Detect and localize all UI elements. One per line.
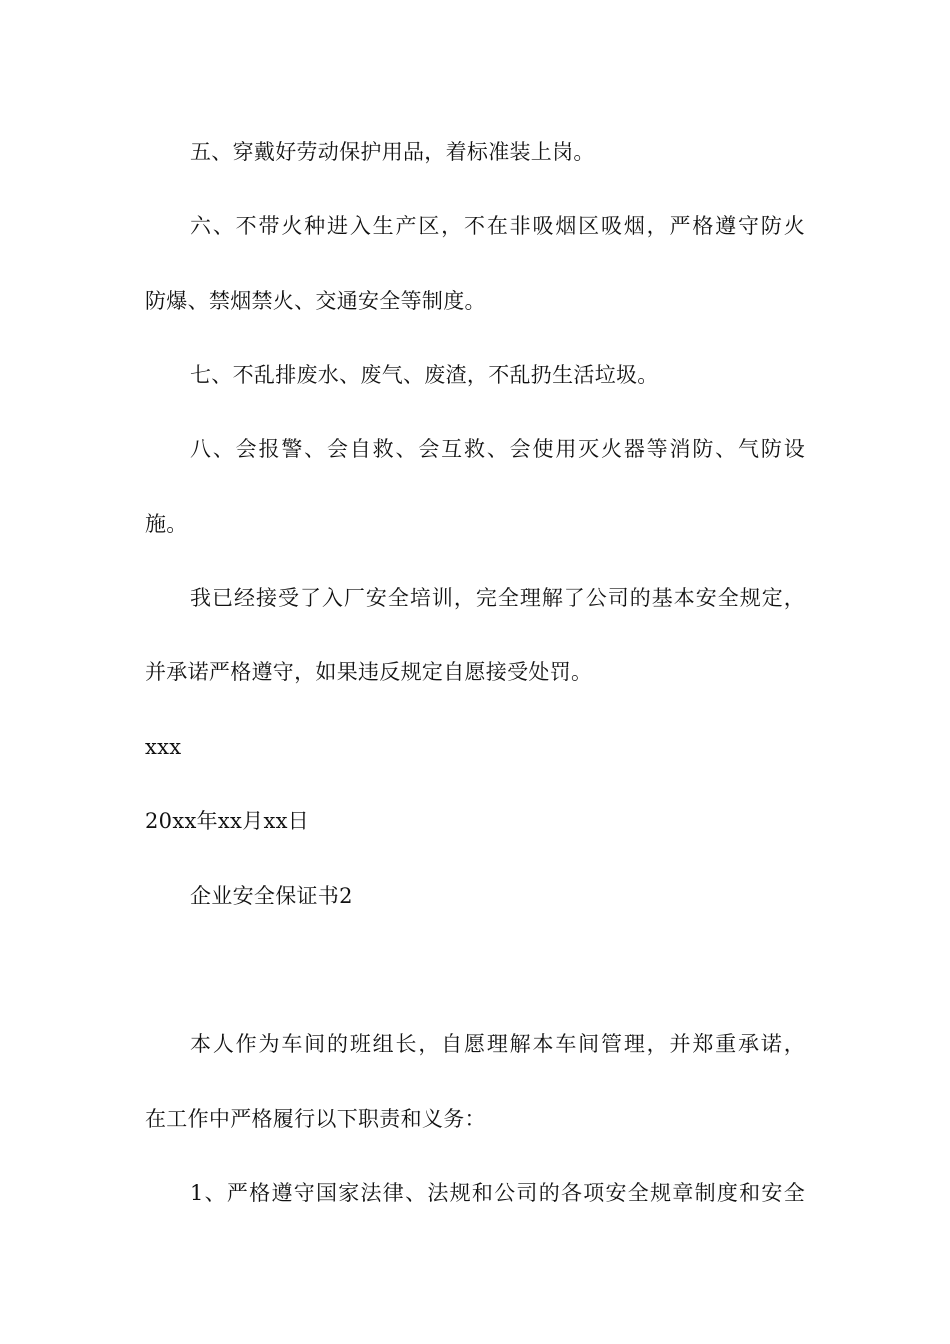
intro-line-2: 在工作中严格履行以下职责和义务： <box>145 1107 486 1131</box>
item-8-line-2: 施。 <box>145 512 188 536</box>
signature: xxx <box>145 735 182 759</box>
duty-1-line-1: 1、严格遵守国家法律、法规和公司的各项安全规章制度和安全 <box>190 1181 805 1205</box>
pledge-line-1: 我已经接受了入厂安全培训，完全理解了公司的基本安全规定， <box>190 586 805 610</box>
item-8-line-1: 八、会报警、会自救、会互救、会使用灭火器等消防、气防设 <box>190 437 805 461</box>
date: 20xx年xx月xx日 <box>145 809 310 833</box>
item-7: 七、不乱排废水、废气、废渣，不乱扔生活垃圾。 <box>190 363 659 387</box>
section-title: 企业安全保证书2 <box>190 884 353 908</box>
item-6-line-1: 六、不带火种进入生产区，不在非吸烟区吸烟，严格遵守防火 <box>190 214 805 238</box>
pledge-line-2: 并承诺严格遵守，如果违反规定自愿接受处罚。 <box>145 660 593 684</box>
item-6-line-2: 防爆、禁烟禁火、交通安全等制度。 <box>145 289 486 313</box>
item-5: 五、穿戴好劳动保护用品，着标准装上岗。 <box>190 140 595 164</box>
intro-line-1: 本人作为车间的班组长，自愿理解本车间管理，并郑重承诺， <box>190 1032 805 1056</box>
